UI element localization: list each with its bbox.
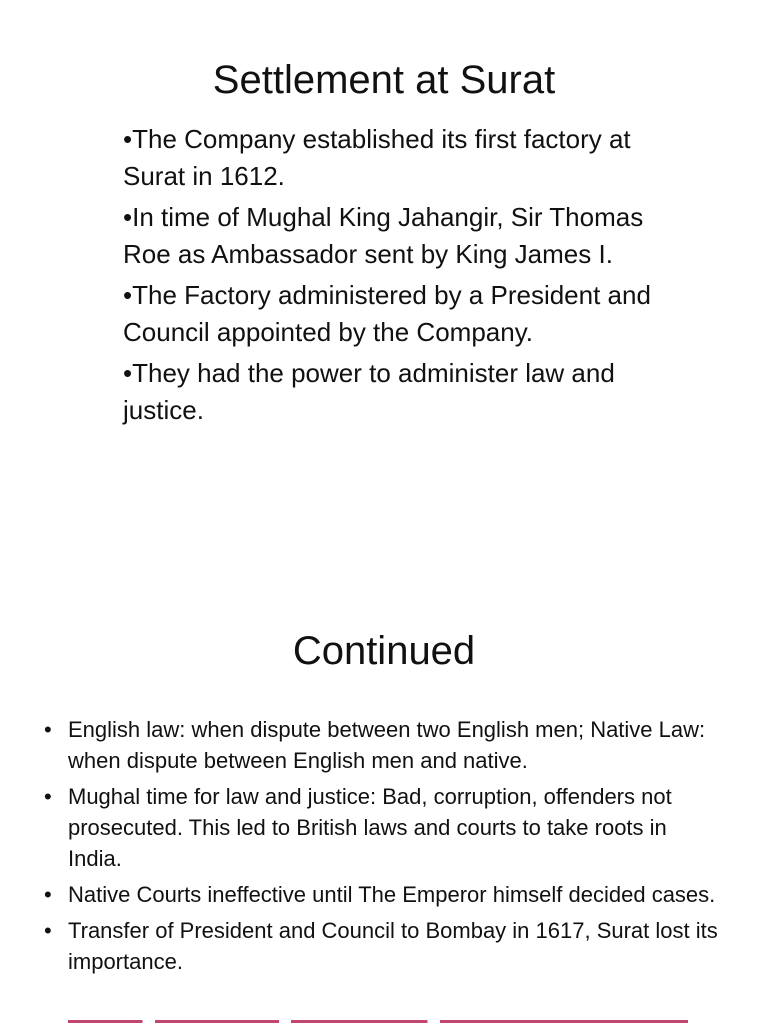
- bullet-icon: •: [44, 717, 52, 742]
- list-item: •They had the power to administer law and justice.: [123, 358, 615, 425]
- slide-title: Settlement at Surat: [212, 58, 556, 102]
- list-item-text: Transfer of President and Council to Bombay in 1617, Surat lost its importance.: [68, 918, 718, 974]
- cut-off-text-line: [68, 1016, 688, 1024]
- list-item: [44, 915, 724, 977]
- bullet-list: [123, 121, 663, 433]
- list-item: •The Company established its first factory at Surat in 1612.: [123, 124, 631, 191]
- list-item: [44, 781, 724, 874]
- bullet-icon: •: [44, 918, 52, 943]
- bullet-icon: •: [44, 882, 52, 907]
- list-item-text: Native Courts ineffective until The Emperor himself decided cases.: [68, 882, 716, 907]
- list-item: [44, 879, 724, 910]
- slide-title: Continued: [292, 629, 476, 673]
- list-item: •In time of Mughal King Jahangir, Sir Thomas Roe as Ambassador sent by King James I.: [123, 202, 644, 269]
- list-item: [44, 714, 724, 776]
- list-item-text: English law: when dispute between two English men; Native Law: when dispute between English men and native.: [68, 717, 706, 773]
- cut-off-text-glyphs: [68, 1020, 688, 1023]
- list-item-text: Mughal time for law and justice: Bad, corruption, offenders not prosecuted. This led to British laws and courts to take roots in India.: [68, 784, 672, 871]
- list-item: •The Factory administered by a President and Council appointed by the Company.: [123, 280, 651, 347]
- bullet-icon: •: [44, 784, 52, 809]
- bullet-list: [44, 714, 724, 982]
